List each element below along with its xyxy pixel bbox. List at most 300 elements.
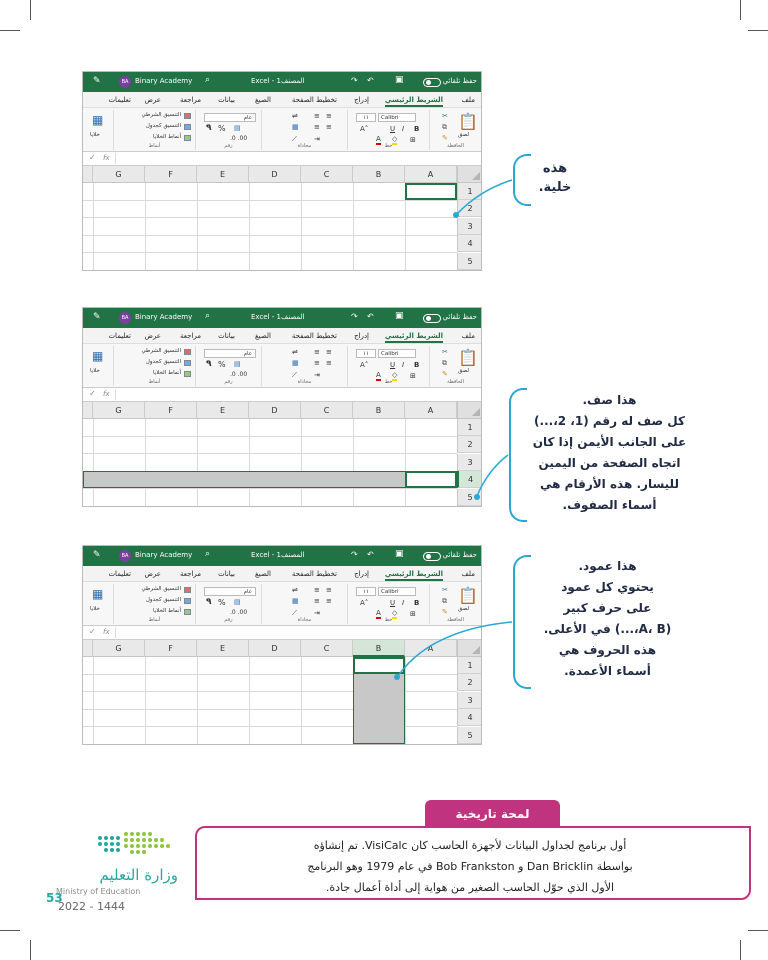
tab-data[interactable]: بيانات (218, 570, 235, 578)
selected-cell-a1[interactable] (405, 183, 457, 200)
font-color-icon[interactable]: A (376, 135, 381, 143)
bold-icon[interactable]: B (414, 361, 420, 369)
selected-row-4[interactable] (83, 471, 457, 488)
conditional-format-icon (184, 587, 191, 593)
tab-formulas[interactable]: الصيغ (255, 96, 271, 104)
cell-styles-button[interactable]: أنماط الخلايا (153, 608, 181, 614)
group-styles-label: أنماط (148, 143, 161, 149)
paste-icon[interactable]: 📋 (458, 586, 478, 605)
row-gridline (83, 488, 457, 489)
row-gridline (83, 436, 457, 437)
grow-font-icon[interactable]: A˄ (360, 599, 369, 607)
comma-style-icon[interactable]: ٩ (206, 123, 212, 133)
history-line: أول برنامج لجداول البيانات لأجهزة الحاسب كان VisiCalc. تم إنشاؤه (313, 839, 627, 852)
column-gridline (197, 419, 198, 506)
font-name-box[interactable] (378, 349, 416, 358)
group-number-label: رقم (224, 379, 233, 385)
group-font-label: خط (384, 617, 393, 623)
tab-file[interactable]: ملف (461, 570, 475, 578)
decimal-icon[interactable]: .0 .00 (230, 135, 248, 142)
column-gridline (145, 183, 146, 270)
font-size-box[interactable] (356, 349, 376, 358)
italic-icon[interactable]: I (402, 361, 405, 369)
number-format-box[interactable] (204, 113, 256, 122)
row-header-5[interactable]: 5 (457, 489, 482, 506)
crop-mark (0, 30, 20, 31)
column-header-f[interactable]: F (145, 402, 197, 419)
tab-page-layout[interactable]: تخطيط الصفحة (291, 96, 337, 104)
group-styles-label: أنماط (148, 617, 161, 623)
group-clipboard (429, 110, 481, 150)
cells-icon[interactable]: ▦ (92, 349, 104, 363)
row-header-1[interactable]: 1 (457, 419, 482, 436)
crop-mark (0, 930, 20, 931)
history-line: الأول الذي حوّل الحاسب الصغير من هواية إلى أداة أعمال جادة. (325, 881, 615, 894)
row-header-3[interactable]: 3 (457, 454, 482, 471)
group-styles (113, 110, 195, 150)
column-gridline (93, 183, 94, 270)
group-number (195, 584, 261, 624)
edit-icon[interactable]: ✎ (93, 550, 101, 560)
fill-color-icon[interactable]: ◇ (392, 371, 398, 379)
borders-icon[interactable]: ⊞ (410, 136, 416, 144)
callout-brace-cell (513, 154, 531, 206)
edit-icon[interactable]: ✎ (93, 76, 101, 86)
row-gridline (83, 217, 457, 218)
column-header-a[interactable]: A (405, 640, 457, 657)
callout-column-line: هذه الحروف هي (558, 643, 657, 657)
cut-icon[interactable]: ✂ (442, 348, 448, 356)
ribbon (83, 582, 481, 626)
ribbon-tabs (83, 328, 481, 344)
borders-icon[interactable]: ⊞ (410, 372, 416, 380)
comma-style-icon[interactable]: ٩ (206, 359, 212, 369)
save-icon[interactable]: ▣ (395, 311, 404, 321)
column-gridline (249, 183, 250, 270)
tab-home[interactable]: الشريط الرئيسي (385, 96, 443, 107)
tab-page-layout[interactable]: تخطيط الصفحة (291, 332, 337, 340)
group-font-label: خط (384, 143, 393, 149)
column-header-partial (83, 402, 93, 419)
ministry-name-en: Ministry of Education (56, 887, 141, 896)
tab-review[interactable]: مراجعة (179, 332, 201, 340)
group-alignment-label: محاذاة (297, 617, 312, 623)
formula-input[interactable] (115, 153, 479, 164)
align-center-icon[interactable]: ≡ (326, 123, 332, 131)
tab-view[interactable]: عرض (144, 96, 161, 104)
excel-title-bar (83, 308, 481, 328)
tab-review[interactable]: مراجعة (179, 570, 201, 578)
page-number: 53 (46, 891, 63, 905)
row-header-2[interactable]: 2 (457, 200, 482, 217)
fx-icon[interactable]: fx (103, 628, 110, 636)
callout-cell-line: خلية. (538, 179, 572, 195)
column-header-e[interactable]: E (197, 402, 249, 419)
active-cell-b1[interactable] (353, 657, 405, 674)
italic-icon[interactable]: I (402, 125, 405, 133)
group-clipboard-label: الحافظة (447, 143, 464, 149)
underline-icon[interactable]: U (390, 361, 396, 369)
bold-icon[interactable]: B (414, 125, 420, 133)
orientation-icon[interactable]: ⟋ (292, 371, 297, 379)
align-top-icon[interactable]: ≡ (314, 112, 320, 120)
conditional-format-icon (184, 349, 191, 355)
spreadsheet-grid (83, 402, 481, 506)
row-gridline (83, 235, 457, 236)
tab-file[interactable]: ملف (461, 96, 475, 104)
group-clipboard (429, 584, 481, 624)
bold-icon[interactable]: B (414, 599, 420, 607)
tab-home[interactable]: الشريط الرئيسي (385, 332, 443, 343)
borders-icon[interactable]: ⊞ (410, 610, 416, 618)
undo-icon[interactable]: ↶ (367, 312, 374, 321)
number-format-box[interactable] (204, 587, 256, 596)
indent-icon[interactable]: ⇥ (314, 135, 320, 143)
column-header-a[interactable]: A (405, 402, 457, 419)
tab-home[interactable]: الشريط الرئيسي (385, 570, 443, 581)
currency-icon[interactable]: ▤ (234, 598, 241, 606)
tab-review[interactable]: مراجعة (179, 96, 201, 104)
format-table-icon (184, 598, 191, 604)
format-painter-icon[interactable]: ✎ (442, 608, 448, 616)
percent-icon[interactable]: % (218, 360, 226, 369)
excel-window-cell (82, 71, 482, 271)
align-middle-icon[interactable]: ≡ (326, 348, 332, 356)
cells-label[interactable]: خلايا (90, 132, 100, 138)
align-center-icon[interactable]: ≡ (326, 359, 332, 367)
checkmark-icon[interactable]: ✓ (89, 153, 96, 162)
font-color-icon[interactable]: A (376, 371, 381, 379)
conditional-format-button[interactable]: التنسيق الشرطي (141, 112, 181, 118)
group-alignment (261, 110, 347, 150)
paste-label[interactable]: لصق (458, 132, 470, 138)
undo-icon[interactable]: ↶ (367, 76, 374, 85)
group-number-label: رقم (224, 617, 233, 623)
callout-column-line: أسماء الأعمدة. (564, 664, 651, 678)
column-header-d[interactable]: D (249, 166, 301, 183)
ribbon-tabs (83, 92, 481, 108)
fill-color-icon[interactable]: ◇ (392, 135, 398, 143)
row-header-4[interactable]: 4 (457, 709, 482, 726)
account-name: Binary Academy (135, 551, 193, 559)
font-size: ١١ (363, 115, 369, 121)
font-name: Calibri (381, 589, 399, 595)
window-title: Excel - المصنف1 (251, 77, 305, 85)
row-header-3[interactable]: 3 (457, 692, 482, 709)
ribbon (83, 344, 481, 388)
copy-icon[interactable]: ⧉ (442, 123, 447, 131)
orientation-icon[interactable]: ⟋ (292, 135, 297, 143)
column-header-c[interactable]: C (301, 640, 353, 657)
cell-styles-icon (184, 371, 191, 377)
undo-icon[interactable]: ↶ (367, 550, 374, 559)
paste-label[interactable]: لصق (458, 368, 470, 374)
edition-year: 2022 - 1444 (58, 900, 125, 913)
cells-icon[interactable]: ▦ (92, 113, 104, 127)
account-avatar[interactable]: BA (119, 550, 131, 562)
checkmark-icon[interactable]: ✓ (89, 627, 96, 636)
spreadsheet-grid (83, 166, 481, 270)
cell-styles-icon (184, 135, 191, 141)
column-header-e[interactable]: E (197, 166, 249, 183)
account-avatar[interactable]: BA (119, 312, 131, 324)
group-clipboard-label: الحافظة (447, 379, 464, 385)
align-right-icon[interactable]: ≡ (314, 123, 320, 131)
copy-icon[interactable]: ⧉ (442, 359, 447, 367)
fx-icon[interactable]: fx (103, 390, 110, 398)
wrap-text-icon[interactable]: ⇌ (292, 586, 298, 594)
paste-icon[interactable]: 📋 (458, 112, 478, 131)
underline-icon[interactable]: U (390, 599, 396, 607)
column-gridline (249, 657, 250, 744)
decimal-icon[interactable]: .0 .00 (230, 371, 248, 378)
history-line: بواسطة Dan Bricklin و Bob Frankston في عام 1979 وهو البرنامج (307, 860, 633, 873)
font-name-box[interactable] (378, 113, 416, 122)
column-gridline (249, 419, 250, 506)
tab-help[interactable]: تعليمات (108, 96, 131, 104)
cut-icon[interactable]: ✂ (442, 112, 448, 120)
callout-row (522, 390, 697, 516)
cut-icon[interactable]: ✂ (442, 586, 448, 594)
column-gridline (405, 419, 406, 506)
align-middle-icon[interactable]: ≡ (326, 586, 332, 594)
group-cells (85, 584, 113, 624)
align-middle-icon[interactable]: ≡ (326, 112, 332, 120)
tab-view[interactable]: عرض (144, 570, 161, 578)
font-size-box[interactable] (356, 587, 376, 596)
conditional-format-button[interactable]: التنسيق الشرطي (141, 586, 181, 592)
wrap-text-icon[interactable]: ⇌ (292, 348, 298, 356)
orientation-icon[interactable]: ⟋ (292, 609, 297, 617)
row-gridline (83, 270, 457, 271)
edit-icon[interactable]: ✎ (93, 312, 101, 322)
row-header-4[interactable]: 4 (457, 471, 482, 488)
row-header-4[interactable]: 4 (457, 235, 482, 252)
percent-icon[interactable]: % (218, 598, 226, 607)
ribbon-tabs (83, 566, 481, 582)
column-header-g[interactable]: G (93, 402, 145, 419)
group-styles (113, 584, 195, 624)
group-font-label: خط (384, 379, 393, 385)
format-painter-icon[interactable]: ✎ (442, 370, 448, 378)
group-number (195, 110, 261, 150)
tab-formulas[interactable]: الصيغ (255, 570, 271, 578)
search-icon[interactable]: ⌕ (205, 549, 211, 559)
format-as-table-button[interactable]: التنسيق كجدول (145, 359, 181, 365)
align-center-icon[interactable]: ≡ (326, 597, 332, 605)
font-size: ١١ (363, 351, 369, 357)
cells-label[interactable]: خلايا (90, 368, 100, 374)
align-right-icon[interactable]: ≡ (314, 359, 320, 367)
row-header-5[interactable]: 5 (457, 253, 482, 270)
row-header-1[interactable]: 1 (457, 657, 482, 674)
window-title: Excel - المصنف1 (251, 313, 305, 321)
row-gridline (83, 453, 457, 454)
cells-icon[interactable]: ▦ (92, 587, 104, 601)
tab-data[interactable]: بيانات (218, 332, 235, 340)
paste-icon[interactable]: 📋 (458, 348, 478, 367)
formula-bar (83, 626, 481, 640)
row-header-5[interactable]: 5 (457, 727, 482, 744)
cells-label[interactable]: خلايا (90, 606, 100, 612)
row-header-2[interactable]: 2 (457, 436, 482, 453)
select-all-corner[interactable] (457, 166, 482, 183)
align-top-icon[interactable]: ≡ (314, 586, 320, 594)
font-size-box[interactable] (356, 113, 376, 122)
font-color-icon[interactable]: A (376, 609, 381, 617)
group-number-label: رقم (224, 143, 233, 149)
tab-view[interactable]: عرض (144, 332, 161, 340)
column-gridline (301, 183, 302, 270)
column-header-g[interactable]: G (93, 640, 145, 657)
crop-mark (30, 0, 31, 20)
redo-icon[interactable]: ↷ (351, 312, 358, 321)
format-table-icon (184, 124, 191, 130)
number-format-box[interactable] (204, 349, 256, 358)
tab-file[interactable]: ملف (461, 332, 475, 340)
tab-insert[interactable]: إدراج (354, 570, 369, 578)
account-name: Binary Academy (135, 77, 193, 85)
autosave-toggle[interactable] (423, 552, 441, 561)
save-icon[interactable]: ▣ (395, 549, 404, 559)
crop-mark (30, 940, 31, 960)
tab-page-layout[interactable]: تخطيط الصفحة (291, 570, 337, 578)
row-gridline (83, 252, 457, 253)
group-number (195, 346, 261, 386)
column-header-f[interactable]: F (145, 166, 197, 183)
callout-row-line: أسماء الصفوف. (562, 498, 657, 512)
merge-icon[interactable]: ▦ (292, 123, 299, 131)
fill-color-icon[interactable]: ◇ (392, 609, 398, 617)
indent-icon[interactable]: ⇥ (314, 371, 320, 379)
excel-title-bar (83, 546, 481, 566)
callout-column (520, 556, 695, 682)
tab-insert[interactable]: إدراج (354, 332, 369, 340)
column-header-a[interactable]: A (405, 166, 457, 183)
formula-input[interactable] (115, 627, 479, 638)
currency-icon[interactable]: ▤ (234, 360, 241, 368)
merge-icon[interactable]: ▦ (292, 359, 299, 367)
number-format: عام (243, 115, 252, 121)
ribbon (83, 108, 481, 152)
row-header-2[interactable]: 2 (457, 674, 482, 691)
number-format: عام (243, 351, 252, 357)
column-header-b[interactable]: B (353, 402, 405, 419)
redo-icon[interactable]: ↷ (351, 76, 358, 85)
format-as-table-button[interactable]: التنسيق كجدول (145, 597, 181, 603)
redo-icon[interactable]: ↷ (351, 550, 358, 559)
paste-label[interactable]: لصق (458, 606, 470, 612)
row-header-3[interactable]: 3 (457, 218, 482, 235)
indent-icon[interactable]: ⇥ (314, 609, 320, 617)
group-styles (113, 346, 195, 386)
excel-window-column (82, 545, 482, 745)
column-header-partial (83, 166, 93, 183)
group-alignment (261, 346, 347, 386)
tab-help[interactable]: تعليمات (108, 332, 131, 340)
grow-font-icon[interactable]: A˄ (360, 125, 369, 133)
column-header-c[interactable]: C (301, 402, 353, 419)
crop-mark (748, 930, 768, 931)
group-font (347, 110, 429, 150)
save-icon[interactable]: ▣ (395, 75, 404, 85)
conditional-format-button[interactable]: التنسيق الشرطي (141, 348, 181, 354)
font-size: ١١ (363, 589, 369, 595)
font-name: Calibri (381, 115, 399, 121)
tab-help[interactable]: تعليمات (108, 570, 131, 578)
align-top-icon[interactable]: ≡ (314, 348, 320, 356)
column-header-b[interactable]: B (353, 166, 405, 183)
active-cell-a4[interactable] (405, 471, 457, 488)
decimal-icon[interactable]: .0 .00 (230, 609, 248, 616)
group-cells (85, 346, 113, 386)
autosave-toggle[interactable] (423, 78, 441, 87)
column-header-b[interactable]: B (353, 640, 405, 657)
column-header-f[interactable]: F (145, 640, 197, 657)
spreadsheet-grid (83, 640, 481, 744)
formula-input[interactable] (115, 389, 479, 400)
merge-icon[interactable]: ▦ (292, 597, 299, 605)
column-header-e[interactable]: E (197, 640, 249, 657)
column-header-d[interactable]: D (249, 402, 301, 419)
select-all-corner[interactable] (457, 402, 482, 419)
font-name-box[interactable] (378, 587, 416, 596)
crop-mark (748, 30, 768, 31)
comma-style-icon[interactable]: ٩ (206, 597, 212, 607)
account-avatar[interactable]: BA (119, 76, 131, 88)
format-as-table-button[interactable]: التنسيق كجدول (145, 123, 181, 129)
cell-styles-button[interactable]: أنماط الخلايا (153, 370, 181, 376)
ministry-logo-dots (92, 826, 182, 862)
column-gridline (145, 657, 146, 744)
tab-insert[interactable]: إدراج (354, 96, 369, 104)
column-header-c[interactable]: C (301, 166, 353, 183)
column-header-d[interactable]: D (249, 640, 301, 657)
row-gridline (83, 506, 457, 507)
window-title: Excel - المصنف1 (251, 551, 305, 559)
group-clipboard (429, 346, 481, 386)
search-icon[interactable]: ⌕ (205, 311, 211, 321)
italic-icon[interactable]: I (402, 599, 405, 607)
column-gridline (145, 419, 146, 506)
align-right-icon[interactable]: ≡ (314, 597, 320, 605)
tab-formulas[interactable]: الصيغ (255, 332, 271, 340)
column-header-partial (83, 640, 93, 657)
column-gridline (301, 657, 302, 744)
row-gridline (83, 200, 457, 201)
select-all-corner[interactable] (457, 640, 482, 657)
autosave-toggle[interactable] (423, 314, 441, 323)
underline-icon[interactable]: U (390, 125, 396, 133)
cell-styles-button[interactable]: أنماط الخلايا (153, 134, 181, 140)
search-icon[interactable]: ⌕ (205, 75, 211, 85)
tab-data[interactable]: بيانات (218, 96, 235, 104)
formula-bar (83, 152, 481, 166)
group-styles-label: أنماط (148, 379, 161, 385)
fx-icon[interactable]: fx (103, 154, 110, 162)
grow-font-icon[interactable]: A˄ (360, 361, 369, 369)
percent-icon[interactable]: % (218, 124, 226, 133)
excel-window-row (82, 307, 482, 507)
copy-icon[interactable]: ⧉ (442, 597, 447, 605)
currency-icon[interactable]: ▤ (234, 124, 241, 132)
column-header-g[interactable]: G (93, 166, 145, 183)
row-header-1[interactable]: 1 (457, 183, 482, 200)
wrap-text-icon[interactable]: ⇌ (292, 112, 298, 120)
checkmark-icon[interactable]: ✓ (89, 389, 96, 398)
format-painter-icon[interactable]: ✎ (442, 134, 448, 142)
history-tag: لمحة تاريخية (425, 800, 560, 828)
